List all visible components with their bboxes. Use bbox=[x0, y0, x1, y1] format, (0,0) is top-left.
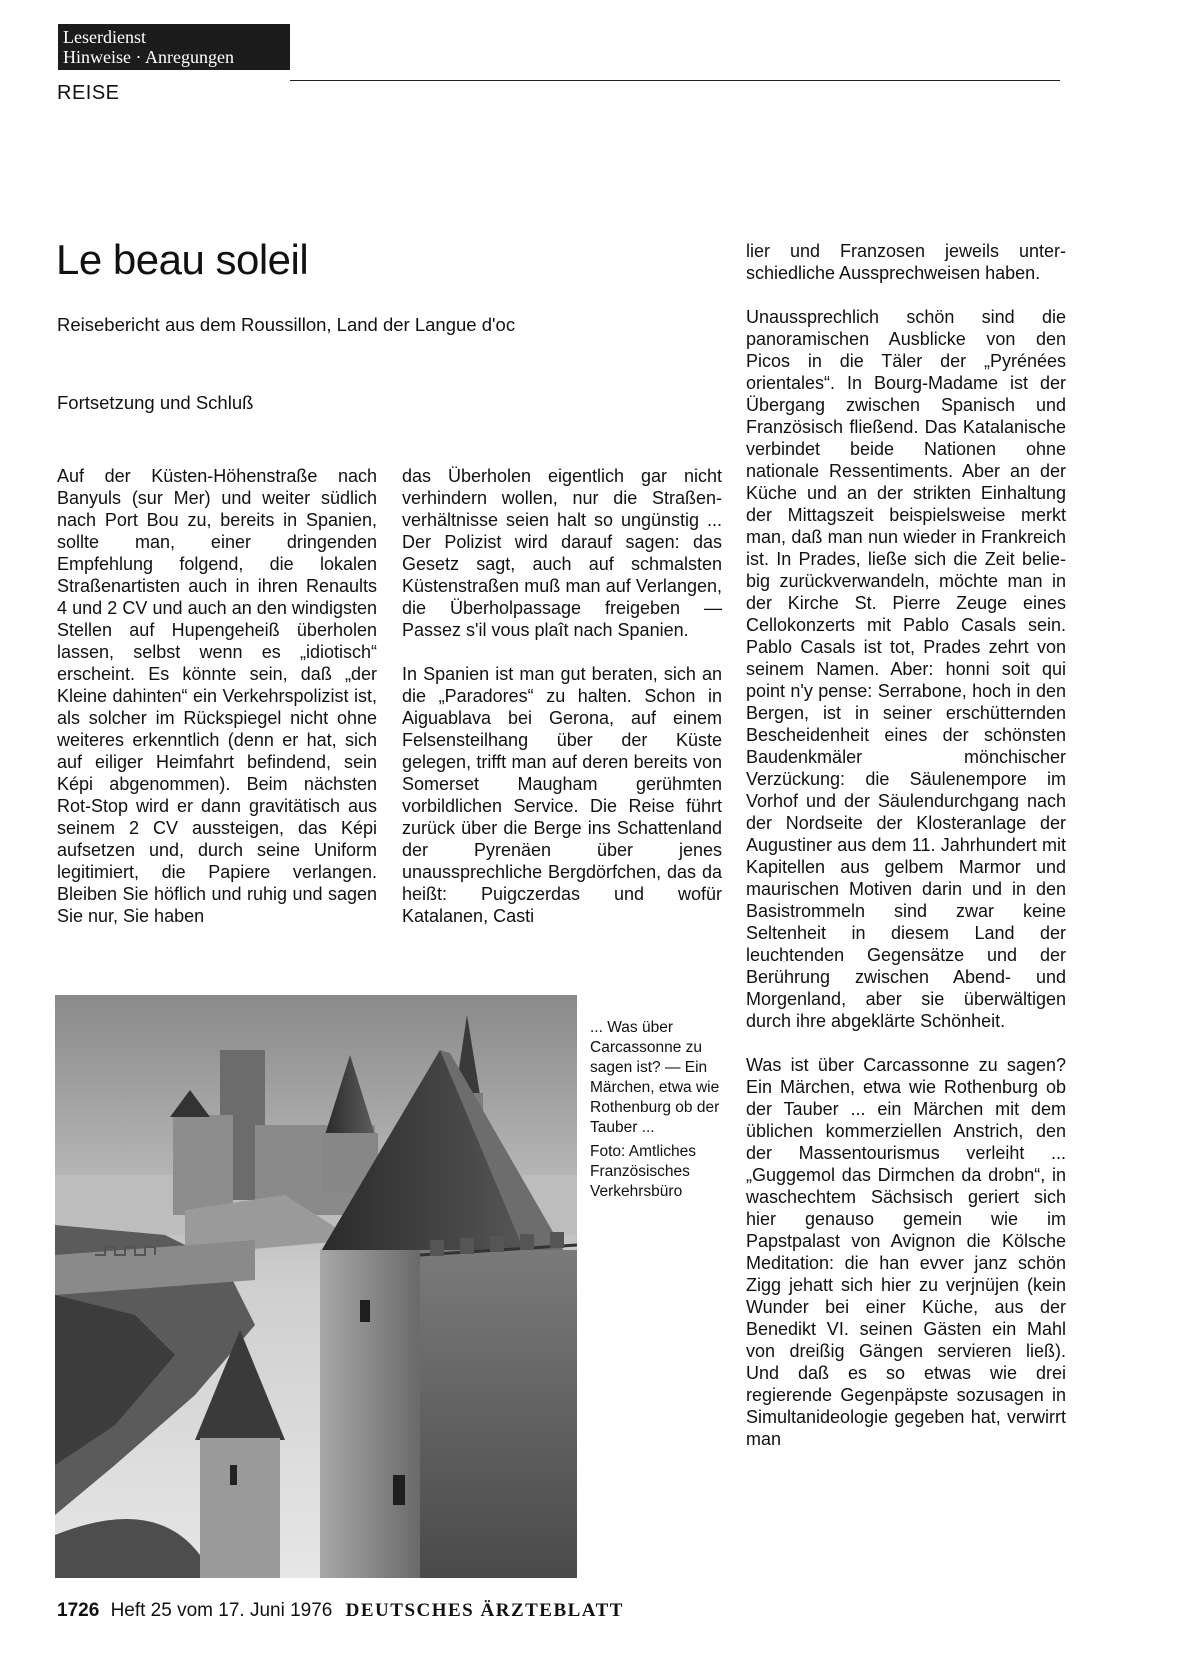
paragraph: Was ist über Carcassonne zu sagen? Ein Märchen, etwa wie Rothenburg ob der Tauber ... ein Märchen mit dem üblichen kommerziellen Anstrich, den der Massentourismus verleiht ... „Guggemol das Dirmchen da drobn“, in waschechtem Sächsisch geriert sich hier genauso gemein wie im Papstpalast von Avignon die Kölsche Meditation: die han evver janz schön Zigg jehatt sich hier zu verjnüjen (kein Wunder bei einer Küche, aus der Benedikt VI. seinen Gästen ein Mahl von dreißig Gängen servieren ließ). Und daß es so etwas wie drei regierende Gegenpäpste sozusagen in Simultanideologie gegeben hat, verwirrt man bbox=[746, 1055, 1066, 1449]
paragraph: Auf der Küsten-Höhenstraße nach Banyuls (sur Mer) und weiter südlich nach Port Bou zu, bereits in Spanien, sollte man, einer dringenden Empfehlung folgend, die lokalen Straßenartisten auch in ihren Renaults 4 und 2 CV und auch an den windigsten Stellen auf Hupengeheiß überholen lassen, selbst wenn es „idiotisch“ erscheint. Es könnte sein, daß „der Kleine dahinten“ ein Verkehrspolizist ist, als solcher im Rückspiegel nicht ohne weiteres erkenntlich (denn er hat, sich auf eiliger Heimfahrt befindend, sein Képi abgenommen). Beim nächsten Rot-Stop wird er dann gravitätisch aus seinem 2 CV aussteigen, das Képi aufsetzen und, durch seine Uniform legitimiert, die Papiere verlangen. Bleiben Sie höflich und ruhig und sagen Sie nur, Sie haben bbox=[57, 466, 377, 926]
photo-caption bbox=[590, 1018, 720, 1202]
paragraph: In Spanien ist man gut beraten, sich an die „Paradores“ zu halten. Schon in Aiguablava bei Gerona, auf einem Felsensteilhang über der Küste gelegen, trifft man auf deren bereits von Somerset Maugham gerühmten vorbildlichen Service. Die Reise führt zurück über die Berge ins Schattenland der Pyrenäen über jenes unaussprechliche Bergdörfchen, das da heißt: Puigczerdas und wofür Katalanen, Casti bbox=[402, 664, 722, 926]
badge-line-1: Leserdienst bbox=[63, 27, 146, 47]
paragraph: das Überholen eigentlich gar nicht verhindern wollen, nur die Straßenverhältnisse seien halt so ungünstig ... Der Polizist wird darauf sagen: das Gesetz sagt, auch auf schmalsten Küstenstraßen muß man auf Verlangen, die Überholpassage freigeben — Passez s'il vous plaît nach Spanien. bbox=[402, 466, 722, 640]
badge-line-2: Hinweise · Anregungen bbox=[63, 47, 234, 67]
leserdienst-badge bbox=[58, 24, 290, 70]
text-column-3 bbox=[746, 240, 1066, 1450]
carcassonne-photo bbox=[55, 995, 577, 1578]
caption-text: ... Was über Carcassonne zu sagen ist? — Ein Märchen, etwa wie Rothenburg ob der Tauber ... bbox=[590, 1019, 720, 1136]
section-label: REISE bbox=[57, 82, 120, 104]
article-subtitle: Reisebericht aus dem Roussillon, Land der Langue d'oc bbox=[57, 314, 516, 335]
page-footer bbox=[57, 1600, 624, 1622]
issue-info: Heft 25 vom 17. Juni 1976 bbox=[110, 1600, 333, 1621]
article-title: Le beau soleil bbox=[56, 236, 309, 283]
continuation-note: Fortsetzung und Schluß bbox=[57, 392, 254, 413]
paragraph: lier und Franzosen jeweils unterschiedliche Aussprechweisen haben. bbox=[746, 241, 1066, 283]
header-rule bbox=[290, 80, 1060, 81]
paragraph: Unaussprechlich schön sind die panoramischen Ausblicke von den Picos in die Täler der „Pyrénées orientales“. In Bourg-Madame ist der Übergang zwischen Spanisch und Französisch fließend. Das Katalanische verbindet beide Nationen ohne nationale Ressentiments. Aber an der Küche und an der strikten Einhaltung der Mittagszeit beispielsweise merkt man, daß man nun wieder in Frankreich ist. In Prades, ließe sich die Zeit beliebig zurückverwandeln, möchte man in der Kirche St. Pierre Zeuge eines Cellokonzerts mit Pablo Casals sein. Pablo Casals ist tot, Prades zehrt von seinem Namen. Aber: honni soit qui point n'y pense: Serrabone, hoch in den Bergen, ist in seiner erschütternden Bescheidenheit eines der schönsten Baudenkmäler mönchischer Verzückung: die Säulenempore im Vorhof und der Säulendurchgang nach der Nordseite der Klosteranlage der Augustiner aus dem 11. Jahrhundert mit Kapitellen aus gelbem Marmor und maurischen Motiven darin und in den Basistrommeln sind zwar keine Seltenheit in diesem Land der leuchtenden Gegensätze und der Berührung zwischen Abend- und Morgenland, aber sie überwältigen durch ihre abgeklärte Schönheit. bbox=[746, 307, 1066, 1031]
journal-name: DEUTSCHES ÄRZTEBLATT bbox=[345, 1600, 624, 1621]
text-column-2 bbox=[402, 465, 722, 927]
page-number: 1726 bbox=[57, 1600, 100, 1621]
photo-credit: Foto: Amtliches Französisches Verkehrsbüro bbox=[590, 1143, 696, 1200]
text-column-1 bbox=[57, 465, 377, 927]
